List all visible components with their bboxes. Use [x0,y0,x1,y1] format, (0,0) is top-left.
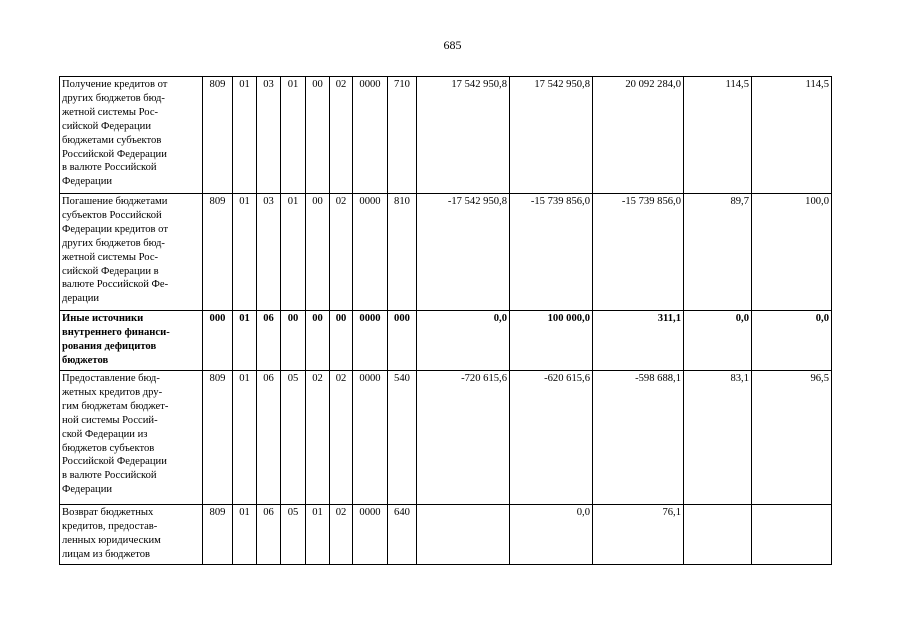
code-admin: 809 [203,77,233,194]
name-line: ленных юридическим [62,534,161,546]
name-line: жетной системы Рос- [62,106,159,118]
code-subgroup: 06 [257,371,281,505]
name-line: Российской Федерации [62,456,167,468]
code-subgroup: 03 [257,194,281,311]
name-line: сийской Федерации [62,120,151,132]
code-admin: 809 [203,194,233,311]
code-subarticle: 00 [306,77,330,194]
row-name-cell [60,371,203,505]
name-line: других бюджетов бюд- [62,237,165,249]
name-line: Федерации кредитов от [62,223,168,235]
code-element: 02 [330,77,353,194]
name-line: Федерации [62,176,113,188]
value-percent-refined: 114,5 [752,77,832,194]
budget-sources-table [59,76,832,565]
name-line: бюджетов субъектов [62,442,155,454]
value-percent-refined: 0,0 [752,311,832,371]
name-line: жетной системы Рос- [62,251,159,263]
code-article: 01 [281,194,306,311]
row-name-cell [60,311,203,371]
code-kosgu: 810 [388,194,417,311]
code-subgroup: 06 [257,311,281,371]
code-article: 05 [281,371,306,505]
page-number: 685 [443,38,462,52]
row-name-cell [60,505,203,565]
code-group: 01 [233,77,257,194]
code-subarticle: 01 [306,505,330,565]
value-refined: 0,0 [510,505,593,565]
code-admin: 000 [203,311,233,371]
name-line: Возврат бюджетных [62,507,154,518]
name-line: Российской Федерации [62,148,167,160]
code-program: 0000 [353,371,388,505]
name-line: Погашение бюджетами [62,196,168,207]
name-line: жетных кредитов дру- [62,386,163,398]
value-actual: 76,1 [593,505,684,565]
value-refined: 17 542 950,8 [510,77,593,194]
code-kosgu: 540 [388,371,417,505]
name-line: Иные источники [62,313,144,324]
name-line: ной системы Россий- [62,414,158,426]
code-kosgu: 000 [388,311,417,371]
name-line: ской Федерации из [62,428,148,440]
name-line: дерации [62,293,100,305]
name-line: Предоставление бюд- [62,373,160,384]
name-line: бюджетами субъектов [62,134,162,146]
code-element: 02 [330,194,353,311]
name-line: сийской Федерации в [62,265,159,277]
code-subarticle: 00 [306,311,330,371]
value-approved: -720 615,6 [417,371,510,505]
value-percent-approved: 0,0 [684,311,752,371]
code-group: 01 [233,311,257,371]
code-group: 01 [233,194,257,311]
value-approved: -17 542 950,8 [417,194,510,311]
code-subarticle: 00 [306,194,330,311]
code-article: 00 [281,311,306,371]
name-line: валюте Российской Фе- [62,279,169,291]
value-percent-approved [684,505,752,565]
name-line: других бюджетов бюд- [62,92,165,104]
code-element: 02 [330,505,353,565]
code-program: 0000 [353,77,388,194]
table-row [60,311,832,371]
value-percent-refined: 96,5 [752,371,832,505]
code-admin: 809 [203,505,233,565]
value-actual: 20 092 284,0 [593,77,684,194]
name-line: субъектов Российской [62,209,162,221]
value-refined: -620 615,6 [510,371,593,505]
name-line: внутреннего финанси- [62,326,170,338]
name-line: бюджетов [62,354,109,366]
value-percent-approved: 89,7 [684,194,752,311]
code-subarticle: 02 [306,371,330,505]
name-line: гим бюджетам бюджет- [62,400,169,412]
table-row [60,371,832,505]
code-group: 01 [233,371,257,505]
name-line: лицам из бюджетов [62,548,151,560]
value-refined: -15 739 856,0 [510,194,593,311]
code-subgroup: 03 [257,77,281,194]
value-approved: 17 542 950,8 [417,77,510,194]
name-line: Федерации [62,484,113,496]
value-approved: 0,0 [417,311,510,371]
value-actual: -598 688,1 [593,371,684,505]
code-admin: 809 [203,371,233,505]
table-row [60,505,832,565]
code-element: 02 [330,371,353,505]
code-group: 01 [233,505,257,565]
code-program: 0000 [353,311,388,371]
value-percent-refined: 100,0 [752,194,832,311]
code-program: 0000 [353,505,388,565]
code-kosgu: 640 [388,505,417,565]
code-kosgu: 710 [388,77,417,194]
table-row [60,77,832,194]
value-refined: 100 000,0 [510,311,593,371]
code-subgroup: 06 [257,505,281,565]
value-actual: 311,1 [593,311,684,371]
code-article: 05 [281,505,306,565]
code-program: 0000 [353,194,388,311]
table-row [60,194,832,311]
name-line: рования дефицитов [62,340,157,352]
value-approved [417,505,510,565]
code-article: 01 [281,77,306,194]
code-element: 00 [330,311,353,371]
name-line: кредитов, предостав- [62,520,158,532]
value-percent-approved: 114,5 [684,77,752,194]
row-name-cell [60,194,203,311]
value-percent-approved: 83,1 [684,371,752,505]
value-actual: -15 739 856,0 [593,194,684,311]
value-percent-refined [752,505,832,565]
name-line: в валюте Российской [62,162,157,174]
name-line: в валюте Российской [62,470,157,482]
name-line: Получение кредитов от [62,79,168,90]
row-name-cell [60,77,203,194]
